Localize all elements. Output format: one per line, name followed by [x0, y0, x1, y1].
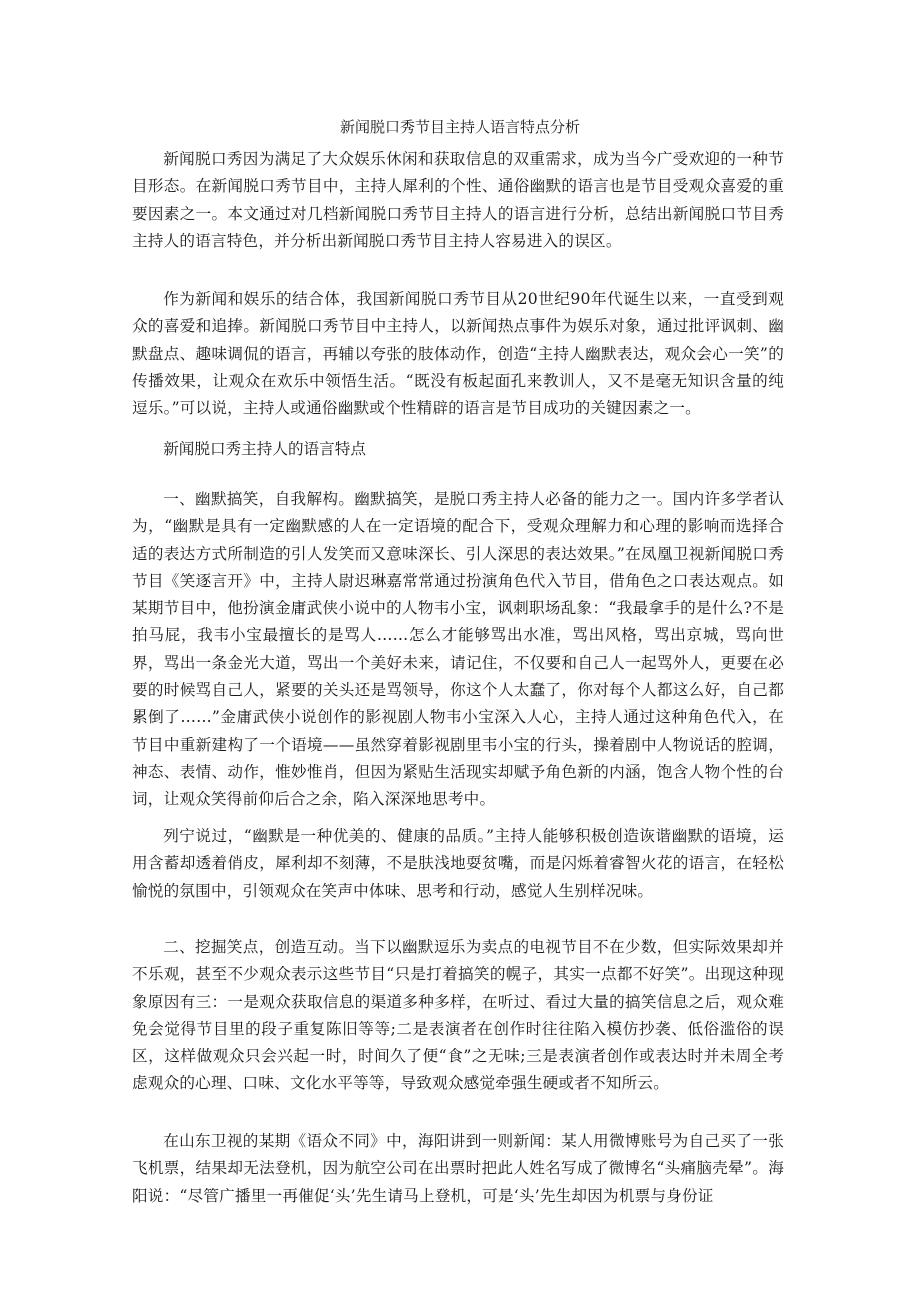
body-paragraph-humor: 一、幽默搞笑，自我解构。幽默搞笑，是脱口秀主持人必备的能力之一。国内许多学者认为，“幽默是具有一定幽默感的人在一定语境的配合下，受观众理解力和心理的影响而选择合适的表达方式所制造的引人发笑而又意味深长、引人深思的表达效果。”在凤凰卫视新闻脱口秀节目《笑逐言开》中，主持人尉迟琳嘉常常通过扮演角色代入节目，借角色之口表达观点。如某期节目中，他扮演金庸武侠小说中的人物韦小宝，讽刺职场乱象：“我最拿手的是什么?不是拍马屁，我韦小宝最擅长的是骂人……怎么才能够骂出水准，骂出风格，骂出京城，骂向世界，骂出一条金光大道，骂出一个美好未来，请记住，不仅要和自己人一起骂外人，更要在必要的时候骂自己人，紧要的关头还是骂领导，你这个人太蠢了，你对每个人都这么好，自己都累倒了……”金庸武侠小说创作的影视剧人物韦小宝深入人心，主持人通过这种角色代入，在节目中重新建构了一个语境——虽然穿着影视剧里韦小宝的行头，操着剧中人物说话的腔调，神态、表情、动作，惟妙惟肖，但因为紧贴生活现实却赋予角色新的内涵，饱含人物个性的台词，让观众笑得前仰后合之余，陷入深深地思考中。 — [132, 490, 784, 809]
body-paragraph-lenin: 列宁说过，“幽默是一种优美的、健康的品质。”主持人能够积极创造诙谐幽默的语境，运用含蓄却透着俏皮，犀利却不刻薄，不是肤浅地耍贫嘴，而是闪烁着睿智火花的语言，在轻松愉悦的氛围中，引领观众在笑声中体味、思考和行动，感觉人生别样况味。 — [132, 827, 784, 900]
section-heading: 新闻脱口秀主持人的语言特点 — [163, 440, 366, 458]
intro-paragraph-1: 新闻脱口秀因为满足了大众娱乐休闲和获取信息的双重需求，成为当今广受欢迎的一种节目形态。在新闻脱口秀节目中，主持人犀利的个性、通俗幽默的语言也是节目受观众喜爱的重要因素之一。本文通过对几档新闻脱口秀节目主持人的语言进行分析，总结出新闻脱口节目秀主持人的语言特色，并分析出新闻脱口秀节目主持人容易进入的误区。 — [132, 150, 784, 250]
intro-paragraph-2: 作为新闻和娱乐的结合体，我国新闻脱口秀节目从20世纪90年代诞生以来，一直受到观众的喜爱和追捧。新闻脱口秀节目中主持人，以新闻热点事件为娱乐对象，通过批评讽刺、幽默盘点、趣味调侃的语言，再辅以夸张的肢体动作，创造“主持人幽默表达，观众会心一笑”的传播效果，让观众在欢乐中领悟生活。“既没有板起面孔来教训人，又不是毫无知识含量的纯逗乐。”可以说，主持人或通俗幽默或个性精辟的语言是节目成功的关键因素之一。 — [132, 290, 784, 418]
document-title: 新闻脱口秀节目主持人语言特点分析 — [339, 118, 580, 136]
body-paragraph-interaction: 二、挖掘笑点，创造互动。当下以幽默逗乐为卖点的电视节目不在少数，但实际效果却并不乐观，甚至不少观众表示这些节目“只是打着搞笑的幌子，其实一点都不好笑”。出现这种现象原因有三：一是观众获取信息的渠道多种多样，在听过、看过大量的搞笑信息之后，观众难免会觉得节目里的段子重复陈旧等等;二是表演者在创作时往往陷入模仿抄袭、低俗滥俗的误区，这样做观众只会兴起一时，时间久了便“食”之无味;三是表演者创作或表达时并未周全考虑观众的心理、口味、文化水平等等，导致观众感觉牵强生硬或者不知所云。 — [132, 938, 784, 1093]
body-paragraph-example: 在山东卫视的某期《语众不同》中，海阳讲到一则新闻：某人用微博账号为自己买了一张飞机票，结果却无法登机，因为航空公司在出票时把此人姓名写成了微博名“头痛脑壳晕”。海阳说：“尽管广播里一再催促‘头’先生请马上登机，可是‘头’先生却因为机票与身份证 — [132, 1132, 784, 1205]
